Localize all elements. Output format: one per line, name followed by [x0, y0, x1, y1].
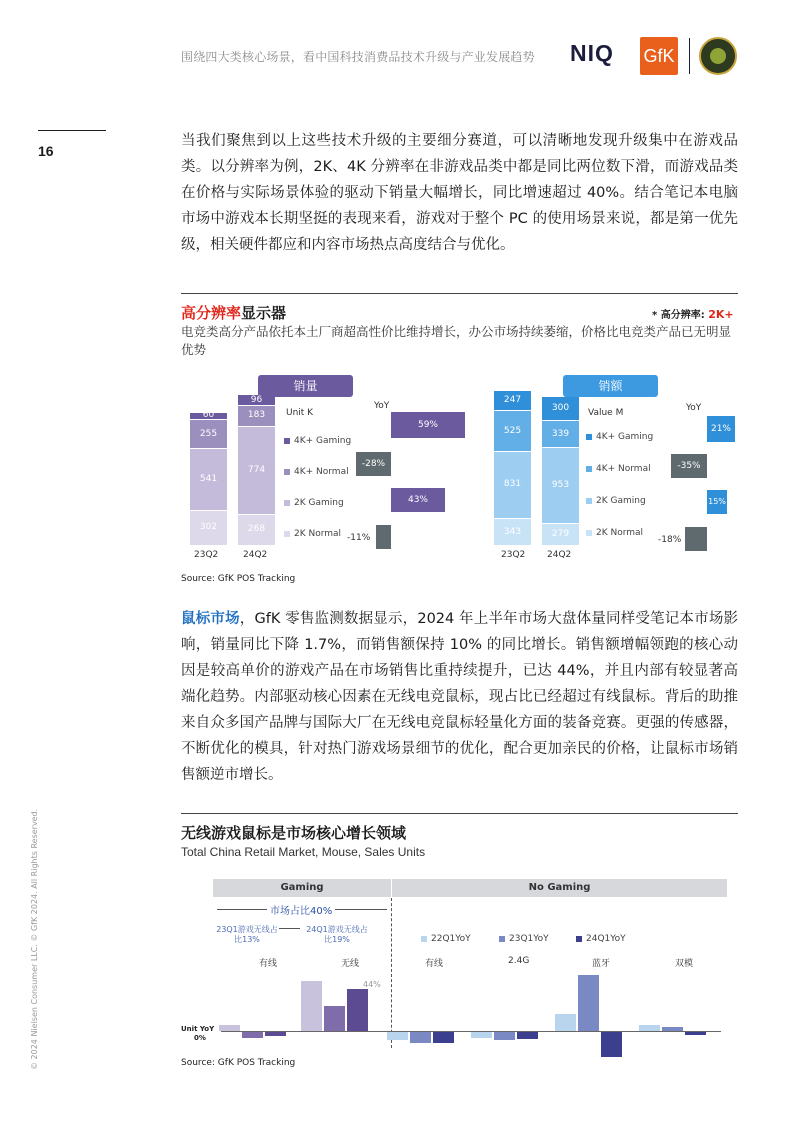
mouse-bar-4-22q1yoy: [555, 1014, 576, 1031]
value-bar-24q2-2k-normal: 279: [542, 524, 579, 545]
volume-bar-24q2-4k-normal: 183: [238, 406, 275, 426]
value-bar-23q2-4k-gaming: 247: [494, 391, 531, 410]
resolution-note-value: 2K+: [708, 308, 734, 321]
volume-cat-24q2: 24Q2: [243, 550, 268, 560]
volume-bar-23q2-2k-gaming: 541: [190, 449, 227, 510]
volume-bar-24q2-4k-gaming: 96: [238, 395, 275, 405]
resolution-note: [652, 306, 734, 321]
volume-bar-23q2-2k-normal: 302: [190, 511, 227, 545]
mouse-bar-2-23q1yoy: [410, 1032, 431, 1043]
mouse-bar-3-23q1yoy: [494, 1032, 515, 1040]
value-legend-4k-gaming: 4K+ Gaming: [586, 432, 653, 442]
mouse-paragraph-highlight: 鼠标市场: [181, 611, 240, 627]
section-subtitle: 电竞类高分产品依托本土厂商超高性价比维持增长，办公市场持续萎缩，价格比电竞类产品已无明显优势: [181, 324, 732, 357]
volume-yoy-label: YoY: [374, 401, 390, 411]
value-yoy-4k-normal: -35%: [671, 454, 707, 478]
mouse-bar-0-23q1yoy: [242, 1032, 263, 1038]
mouse-bar-1-23q1yoy: [324, 1006, 345, 1031]
volume-chart: [181, 370, 481, 570]
mouse-bar-5-23q1yoy: [662, 1027, 683, 1031]
volume-bar-23q2-4k-normal: 255: [190, 420, 227, 448]
mouse-legend-24q1: 24Q1YoY: [576, 934, 626, 944]
volume-bar-24q2-2k-normal: 268: [238, 515, 275, 545]
volume-bar-24q2-2k-gaming: 774: [238, 427, 275, 515]
value-cat-24q2: 24Q2: [547, 550, 572, 560]
value-yoy-2k-normal: -18%: [658, 535, 682, 545]
mouse-bar-4-23q1yoy: [578, 975, 599, 1031]
page-number-rule: [38, 130, 106, 131]
mouse-bar-5-24q1yoy: [685, 1032, 706, 1035]
value-bar-24q2-4k-normal: 339: [542, 421, 579, 447]
mouse-bar-3-24q1yoy: [517, 1032, 538, 1039]
value-chart: [490, 370, 740, 570]
value-bar-24q2-4k-gaming: 300: [542, 397, 579, 420]
group-no-gaming: No Gaming: [392, 879, 727, 897]
volume-cat-23q2: 23Q2: [194, 550, 219, 560]
mouse-legend-23q1: 23Q1YoY: [499, 934, 549, 944]
page-number: 16: [38, 143, 54, 159]
section-title-rest: 显示器: [241, 304, 287, 322]
volume-legend-2k-gaming: 2K Gaming: [284, 498, 344, 508]
section2-title: 无线游戏鼠标是市场核心增长领域: [181, 824, 407, 842]
section-title-highlight: 高分辨率: [181, 304, 242, 322]
value-cat-23q2: 23Q2: [501, 550, 526, 560]
mouse-bar-1-24q1yoy: [347, 989, 368, 1031]
value-bar-24q2-2k-gaming: 953: [542, 448, 579, 523]
section2-rule: [181, 813, 738, 814]
value-legend-2k-normal: 2K Normal: [586, 528, 643, 538]
value-unit: Value M: [588, 408, 624, 418]
mouse-bar-5-22q1yoy: [639, 1025, 660, 1031]
mouse-chart: [181, 870, 741, 1055]
volume-bar-23q2-4k-gaming: 60: [190, 413, 227, 419]
volume-yoy-4k-normal: -28%: [356, 452, 391, 476]
value-legend-2k-gaming: 2K Gaming: [586, 496, 646, 506]
mouse-bar-0-22q1yoy: [219, 1025, 240, 1031]
mouse-zero-label: 0%: [194, 1034, 206, 1042]
resolution-note-label: * 高分辨率:: [652, 310, 705, 321]
volume-legend-2k-normal: 2K Normal: [284, 529, 341, 539]
mouse-bar-2-22q1yoy: [387, 1032, 408, 1040]
value-chart-title: 销额: [563, 375, 658, 397]
mouse-bar-4-24q1yoy: [601, 1032, 622, 1057]
header-title: 围绕四大类核心场景，看中国科技消费品技术升级与产业发展趋势: [181, 50, 535, 64]
group-gaming: Gaming: [213, 879, 391, 897]
volume-unit: Unit K: [286, 408, 314, 418]
mouse-cat-dual: 双模: [675, 959, 694, 969]
value-yoy-label: YoY: [686, 403, 702, 413]
value-bar-23q2-4k-normal: 525: [494, 411, 531, 452]
mouse-cat-24g: 2.4G: [508, 956, 530, 966]
section-title: [181, 302, 286, 323]
volume-yoy-2k-normal: -11%: [347, 533, 371, 543]
intro-paragraph: 当我们聚焦到以上这些技术升级的主要细分赛道，可以清晰地发现升级集中在游戏品类。以分辨率为例，2K、4K 分辨率在非游戏品类中都是同比两位数下滑，而游戏品类在价格与实际场景体验的驱动下销量大幅增长，同比增速超过 40%。结合笔记本电脑市场中游戏本长期坚挺的表现来看，游戏对于整个 PC 的使用场景来说，都是第一优先级，相关硬件都应和内容市场热点高度结合与优化。: [181, 133, 738, 253]
mouse-bar-2-24q1yoy: [433, 1032, 454, 1043]
mouse-bar-0-24q1yoy: [265, 1032, 286, 1036]
niq-logo: NIQ: [570, 40, 614, 66]
volume-yoy-4k-gaming: 59%: [391, 412, 465, 438]
mouse-bar-3-22q1yoy: [471, 1032, 492, 1038]
share-annotation: 市场占比40%: [267, 902, 335, 917]
logo-divider: [689, 38, 690, 74]
mouse-paragraph: [181, 606, 738, 788]
value-yoy-2k-gaming: 15%: [707, 490, 727, 514]
volume-legend-4k-normal: 4K+ Normal: [284, 467, 349, 477]
section2-subtitle: Total China Retail Market, Mouse, Sales Units: [181, 845, 426, 859]
volume-yoy-2k-gaming: 43%: [391, 488, 445, 512]
group-divider: [391, 898, 392, 1048]
mouse-cat-wired: 有线: [425, 959, 444, 969]
volume-legend-4k-gaming: 4K+ Gaming: [284, 436, 351, 446]
gfk-logo: GfK: [640, 37, 678, 75]
copyright-notice: © 2024 Nielsen Consumer LLC. © GfK 2024. All Rights Reserved.: [30, 808, 39, 1070]
share-23q1: 23Q1游戏无线占比13%: [216, 925, 278, 944]
mouse-cat-gaming-wired: 有线: [259, 959, 278, 969]
value-bar-23q2-2k-normal: 343: [494, 519, 531, 545]
volume-chart-title: 销量: [258, 375, 353, 397]
mouse-value-label: 44%: [363, 980, 381, 989]
section2-source: Source: GfK POS Tracking: [181, 1058, 296, 1068]
value-yoy-4k-gaming: 21%: [707, 416, 735, 442]
mouse-ylabel: Unit YoY: [181, 1025, 215, 1033]
value-legend-4k-normal: 4K+ Normal: [586, 464, 651, 474]
volume-yoy-2k-normal-bar: [376, 525, 391, 549]
section1-source: Source: GfK POS Tracking: [181, 574, 296, 584]
seal-center-icon: [710, 48, 726, 64]
value-yoy-2k-normal-bar: [685, 527, 707, 551]
section-rule: [181, 293, 738, 294]
share-24q1: 24Q1游戏无线占比19%: [306, 925, 368, 944]
mouse-cat-bluetooth: 蓝牙: [592, 959, 611, 969]
mouse-paragraph-body: ，GfK 零售监测数据显示，2024 年上半年市场大盘体量同样受笔记本市场影响，销量同比下降 1.7%，而销售额保持 10% 的同比增长。销售额增幅领跑的核心动因是较高单价的游戏产品在市场销售比重持续提升，已达 44%，并且内部有较显著高端化趋势。内部驱动核心因素在无线电竞鼠标，现占比已经超过有线鼠标。背后的助推来自众多国产品牌与国际大厂在无线电竞鼠标轻量化方面的装备竞赛。更强的传感器，不断优化的模具，针对热门游戏场景细节的优化，配合更加亲民的价格，让鼠标市场销售额逆市增长。: [181, 611, 739, 783]
mouse-cat-gaming-wireless: 无线: [341, 959, 360, 969]
mouse-legend-22q1: 22Q1YoY: [421, 934, 471, 944]
mouse-bar-1-22q1yoy: [301, 981, 322, 1031]
value-bar-23q2-2k-gaming: 831: [494, 452, 531, 517]
